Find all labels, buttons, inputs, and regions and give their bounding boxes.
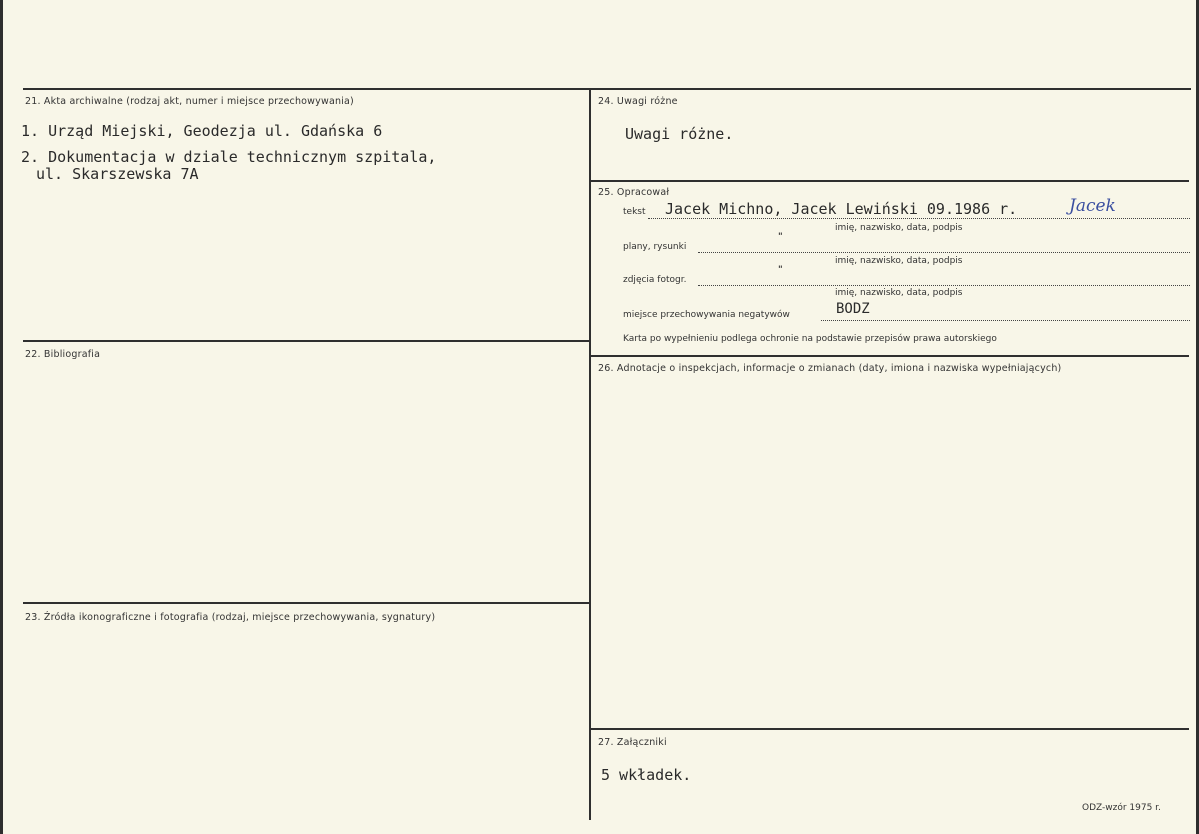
caption-2: imię, nazwisko, data, podpis <box>835 256 963 266</box>
rule-22-23 <box>23 602 589 604</box>
negatives-value: BODZ <box>836 301 870 317</box>
archive-line-1: 1. Urząd Miejski, Geodezja ul. Gdańska 6 <box>21 122 383 140</box>
section-22-label: 22. Bibliografia <box>25 349 101 360</box>
rule-24-25 <box>591 180 1189 182</box>
photos-label: zdjęcia fotogr. <box>623 275 687 285</box>
section-24-label: 24. Uwagi różne <box>598 96 678 107</box>
rule-26-27 <box>591 728 1189 730</box>
caption-1: imię, nazwisko, data, podpis <box>835 223 963 233</box>
rule-25-26 <box>591 355 1189 357</box>
archive-line-3: ul. Skarszewska 7A <box>36 165 199 183</box>
plans-label: plany, rysunki <box>623 242 687 252</box>
section-26-label: 26. Adnotacje o inspekcjach, informacje o zmianach (daty, imiona i nazwiska wypełniających) <box>598 363 1062 374</box>
section-23-label: 23. Źródła ikonograficzne i fotografia (rodzaj, miejsce przechowywania, sygnatury) <box>25 612 436 623</box>
rule-21-22 <box>23 340 589 342</box>
copyright-note: Karta po wypełnieniu podlega ochronie na podstawie przepisów prawa autorskiego <box>623 334 997 344</box>
photos-line <box>698 285 1190 286</box>
ditto-mark-1: " <box>778 232 783 242</box>
section-21-label: 21. Akta archiwalne (rodzaj akt, numer i miejsce przechowywania) <box>25 96 354 107</box>
archive-line-2: 2. Dokumentacja w dziale technicznym szpitala, <box>21 148 437 166</box>
form-footer: ODZ-wzór 1975 r. <box>1082 803 1161 813</box>
section-25-label: 25. Opracował <box>598 187 670 198</box>
text-author-line <box>648 218 1190 219</box>
remarks-value: Uwagi różne. <box>625 125 734 143</box>
text-author-label: tekst <box>623 207 646 217</box>
negatives-line <box>821 320 1190 321</box>
plans-line <box>698 252 1190 253</box>
ditto-mark-2: " <box>778 265 783 275</box>
caption-3: imię, nazwisko, data, podpis <box>835 288 963 298</box>
author-signature: Jacek <box>1069 196 1116 216</box>
negatives-label: miejsce przechowywania negatywów <box>623 310 790 320</box>
text-author-value: Jacek Michno, Jacek Lewiński 09.1986 r. <box>665 200 1018 218</box>
section-27-label: 27. Załączniki <box>598 737 667 748</box>
top-rule <box>23 88 1191 90</box>
center-divider <box>589 88 591 820</box>
attachments-value: 5 wkładek. <box>601 766 692 784</box>
